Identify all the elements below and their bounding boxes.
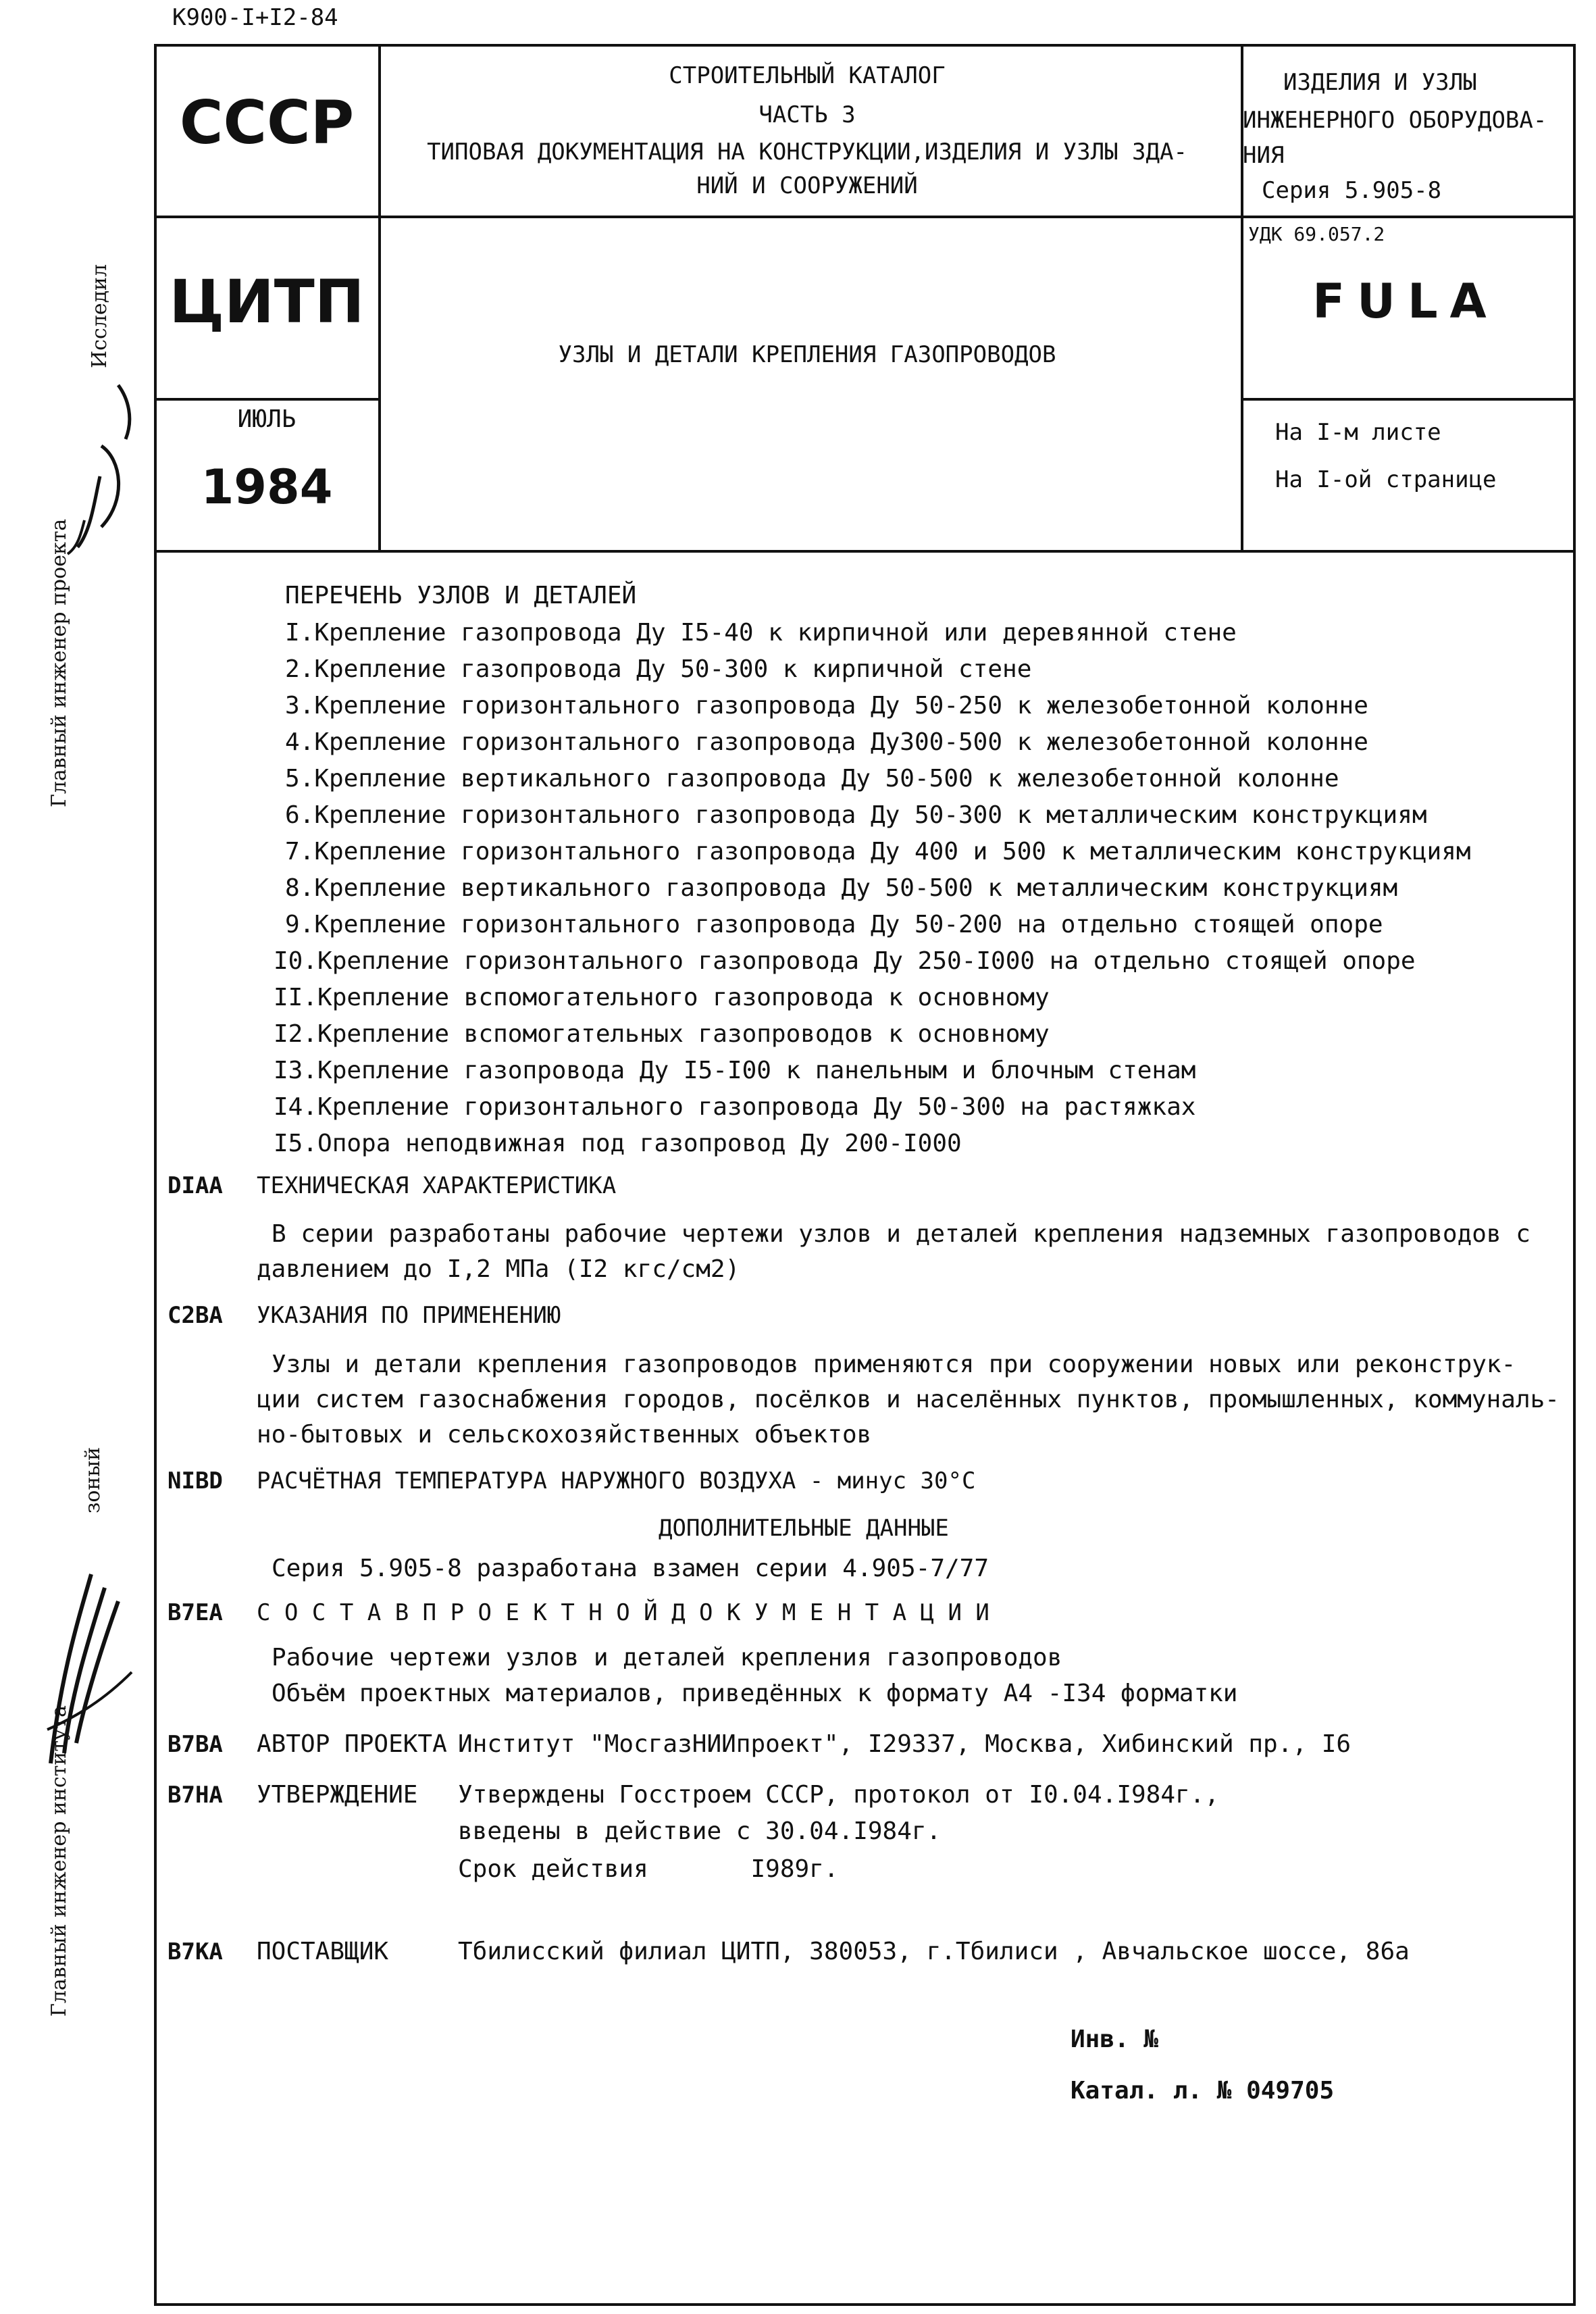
composition-code: B7EA: [168, 1599, 223, 1626]
tech-line-1: В серии разработаны рабочие чертежи узлов и деталей крепления надземных газопроводов с: [272, 1220, 1530, 1248]
list-item: I0.Крепление горизонтального газопровода Ду 250-I000 на отдельно стоящей опоре: [274, 947, 1416, 975]
usage-title: УКАЗАНИЯ ПО ПРИМЕНЕНИЮ: [257, 1302, 561, 1329]
margin-label-chief-engineer-institute: Главный инженер института: [47, 1705, 71, 2017]
list-item: 9.Крепление горизонтального газопровода Ду 50-200 на отдельно стоящей опоре: [285, 911, 1383, 938]
right-line-3: НИЯ: [1243, 142, 1285, 169]
list-item: II.Крепление вспомогательного газопровода к основному: [274, 984, 1050, 1011]
right-line-2: ИНЖЕНЕРНОГО ОБОРУДОВА-: [1243, 107, 1547, 134]
supplier-code: B7KA: [168, 1938, 223, 1965]
temp-code: NIBD: [168, 1467, 223, 1494]
composition-line-2: Объём проектных материалов, приведённых к формату А4 -I34 форматки: [272, 1680, 1238, 1707]
subject-title: УЗЛЫ И ДЕТАЛИ КРЕПЛЕНИЯ ГАЗОПРОВОДОВ: [558, 341, 1056, 368]
tech-code: DIAA: [168, 1172, 223, 1199]
document-code: К900-I+I2-84: [172, 4, 338, 31]
usage-code: C2BA: [168, 1302, 223, 1329]
list-item: I.Крепление газопровода Ду I5-40 к кирпичной или деревянной стене: [285, 619, 1237, 647]
right-line-1: ИЗДЕЛИЯ И УЗЛЫ: [1283, 69, 1477, 96]
code-mark: FULA: [1312, 274, 1499, 329]
list-item: I5.Опора неподвижная под газопровод Ду 200-I000: [274, 1130, 962, 1157]
catalog-title-2: ЧАСТЬ 3: [758, 101, 856, 128]
list-item: I3.Крепление газопровода Ду I5-I00 к панельным и блочным стенам: [274, 1057, 1196, 1084]
list-item: I2.Крепление вспомогательных газопроводов к основному: [274, 1020, 1050, 1048]
usage-line-3: но-бытовых и сельскохозяйственных объектов: [257, 1421, 872, 1449]
page-label: На I-ой странице: [1275, 466, 1497, 493]
approval-label: УТВЕРЖДЕНИЕ: [257, 1781, 418, 1809]
extra-text: Серия 5.905-8 разработана взамен серии 4.905-7/77: [272, 1555, 989, 1582]
margin-label-zone: зоный: [81, 1447, 105, 1513]
list-item: 4.Крепление горизонтального газопровода Ду300-500 к железобетонной колонне: [285, 728, 1368, 756]
author-text: Институт "МосгазНИИпроект", I29337, Москва, Хибинский пр., I6: [458, 1730, 1352, 1758]
list-item: I4.Крепление горизонтального газопровода Ду 50-300 на растяжках: [274, 1093, 1196, 1121]
year-label: 1984: [201, 459, 333, 515]
udk-label: УДК 69.057.2: [1248, 223, 1385, 245]
list-item: 5.Крепление вертикального газопровода Ду 50-500 к железобетонной колонне: [285, 765, 1339, 793]
month-label: ИЮЛЬ: [237, 405, 297, 433]
approval-line-1: Утверждены Госстроем СССР, протокол от I0.04.I984г.,: [458, 1781, 1220, 1809]
series-label: Серия 5.905-8: [1262, 177, 1442, 204]
list-item: 7.Крепление горизонтального газопровода Ду 400 и 500 к металлическим конструкциям: [285, 838, 1471, 865]
usage-line-2: ции систем газоснабжения городов, посёлков и населённых пунктов, промышленных, коммуналь-: [257, 1386, 1560, 1413]
catalog-title-1: СТРОИТЕЛЬНЫЙ КАТАЛОГ: [669, 62, 946, 89]
extra-title: ДОПОЛНИТЕЛЬНЫЕ ДАННЫЕ: [659, 1515, 949, 1542]
signature-top: [54, 365, 149, 568]
temp-text: РАСЧЁТНАЯ ТЕМПЕРАТУРА НАРУЖНОГО ВОЗДУХА - минус 30°С: [257, 1467, 976, 1494]
catalog-title-3: ТИПОВАЯ ДОКУМЕНТАЦИЯ НА КОНСТРУКЦИИ,ИЗДЕЛИЯ И УЗЛЫ ЗДА-: [427, 139, 1187, 166]
list-title: ПЕРЕЧЕНЬ УЗЛОВ И ДЕТАЛЕЙ: [285, 582, 637, 609]
catalog-sheet-number: Катал. л. № 049705: [1071, 2077, 1335, 2105]
sheet-label: На I-м листе: [1275, 419, 1441, 446]
list-item: 6.Крепление горизонтального газопровода Ду 50-300 к металлическим конструкциям: [285, 801, 1427, 829]
supplier-text: Тбилисский филиал ЦИТП, 380053, г.Тбилиси , Авчальское шоссе, 86а: [458, 1938, 1410, 1965]
margin-label-checked: Исследил: [88, 263, 111, 368]
approval-code: B7HA: [168, 1782, 223, 1809]
usage-line-1: Узлы и детали крепления газопроводов применяются при сооружении новых или реконструк-: [272, 1351, 1516, 1378]
signature-bottom: [24, 1561, 138, 1777]
margin-label-chief-engineer-project: Главный инженер проекта: [47, 518, 71, 807]
author-code: B7BA: [168, 1731, 223, 1758]
approval-line-3: Срок действия I989г.: [458, 1855, 839, 1883]
composition-title: С О С Т А В П Р О Е К Т Н О Й Д О К У М Е Н Т А Ц И И: [257, 1599, 989, 1626]
country-mark: СССР: [179, 88, 355, 157]
composition-line-1: Рабочие чертежи узлов и деталей крепления газопроводов: [272, 1644, 1062, 1671]
org-mark: ЦИТП: [169, 267, 365, 336]
catalog-title-4: НИЙ И СООРУЖЕНИЙ: [696, 172, 918, 199]
list-item: 2.Крепление газопровода Ду 50-300 к кирпичной стене: [285, 655, 1032, 683]
approval-line-2: введены в действие с 30.04.I984г.: [458, 1817, 942, 1845]
tech-line-2: давлением до I,2 МПа (I2 кгс/см2): [257, 1255, 740, 1283]
supplier-label: ПОСТАВЩИК: [257, 1938, 389, 1965]
list-item: 3.Крепление горизонтального газопровода Ду 50-250 к железобетонной колонне: [285, 692, 1368, 720]
author-label: АВТОР ПРОЕКТА: [257, 1730, 447, 1758]
inventory-number: Инв. №: [1071, 2026, 1159, 2053]
tech-title: ТЕХНИЧЕСКАЯ ХАРАКТЕРИСТИКА: [257, 1172, 617, 1199]
list-item: 8.Крепление вертикального газопровода Ду 50-500 к металлическим конструкциям: [285, 874, 1398, 902]
